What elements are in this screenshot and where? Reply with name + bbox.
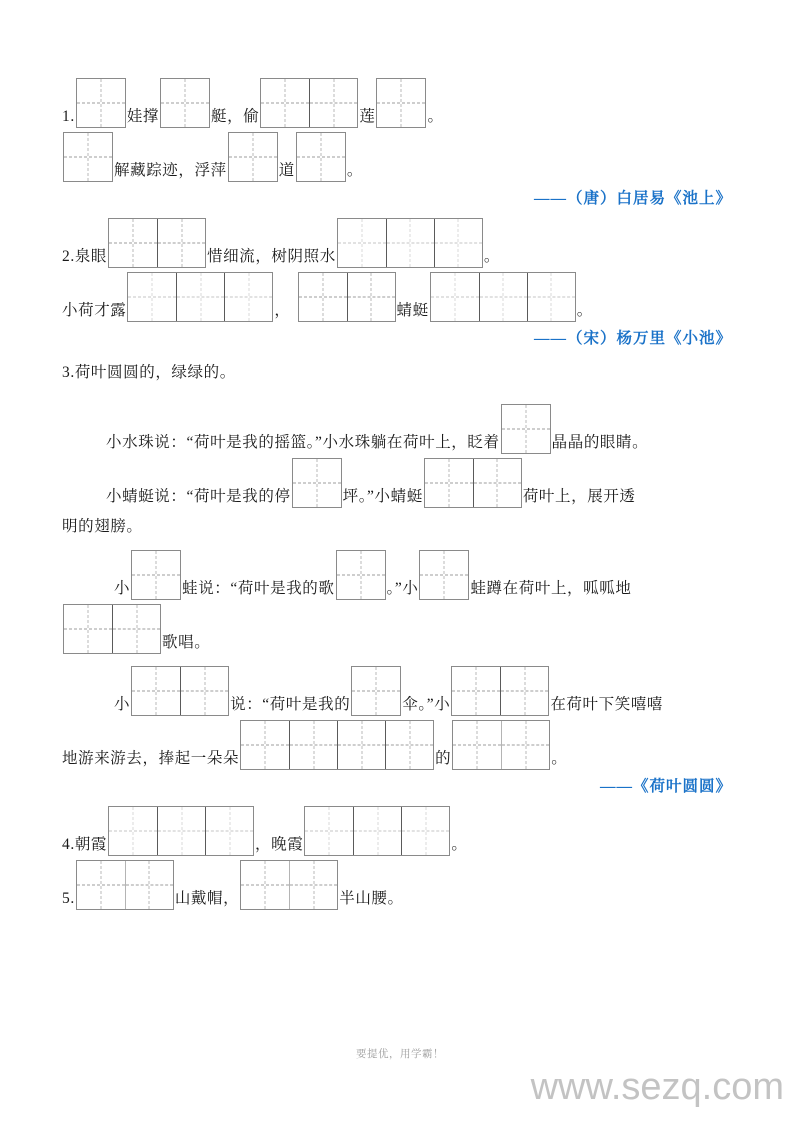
answer-box-group[interactable] <box>76 860 174 910</box>
answer-box-group[interactable] <box>160 78 210 128</box>
answer-cell[interactable] <box>502 405 550 453</box>
answer-box-group[interactable] <box>63 132 113 182</box>
answer-box-group[interactable] <box>240 860 338 910</box>
answer-box-group[interactable] <box>430 272 576 322</box>
answer-cell[interactable] <box>377 79 425 127</box>
line-text: 蜻蜓 <box>396 302 429 319</box>
exercise-item-5 <box>62 860 738 910</box>
answer-cell[interactable] <box>452 667 500 715</box>
answer-box-group[interactable] <box>376 78 426 128</box>
exercise-line <box>62 720 738 770</box>
exercise-item-3 <box>62 358 738 796</box>
answer-cell[interactable] <box>479 273 527 321</box>
line-text: 小 <box>114 580 131 597</box>
answer-cell[interactable] <box>112 605 160 653</box>
answer-cell[interactable] <box>77 79 125 127</box>
answer-cell[interactable] <box>241 861 289 909</box>
line-text: 道 <box>278 162 295 179</box>
answer-cell[interactable] <box>431 273 479 321</box>
line-text: 在荷叶下笑嘻嘻 <box>550 696 664 713</box>
answer-cell[interactable] <box>352 667 400 715</box>
answer-cell[interactable] <box>338 219 386 267</box>
answer-box-group[interactable] <box>298 272 396 322</box>
exercise-line <box>62 860 738 910</box>
answer-box-group[interactable] <box>108 806 254 856</box>
answer-box-group[interactable] <box>76 78 126 128</box>
exercise-line <box>62 358 738 384</box>
line-text: 半山腰。 <box>339 890 404 907</box>
line-text: 5. <box>62 890 75 907</box>
answer-cell[interactable] <box>297 133 345 181</box>
exercise-line <box>62 132 738 182</box>
answer-cell[interactable] <box>527 273 575 321</box>
line-text: 蛙蹲在荷叶上，呱呱地 <box>470 580 632 597</box>
exercise-line <box>62 512 738 538</box>
answer-box-group[interactable] <box>296 132 346 182</box>
exercise-line <box>62 78 738 128</box>
line-text: 莲 <box>359 108 376 125</box>
line-text: 3.荷叶圆圆的，绿绿的。 <box>62 364 236 381</box>
spacer <box>62 388 738 404</box>
answer-box-group[interactable] <box>351 666 401 716</box>
source-attribution: ——《荷叶圆圆》 <box>599 778 732 795</box>
answer-cell[interactable] <box>337 721 385 769</box>
line-text: 4.朝霞 <box>62 836 108 853</box>
answer-cell[interactable] <box>289 721 337 769</box>
answer-box-group[interactable] <box>260 78 358 128</box>
answer-box-group[interactable] <box>108 218 206 268</box>
line-text: 艇，偷 <box>211 108 260 125</box>
exercise-line <box>62 666 738 716</box>
line-text: 说：“荷叶是我的 <box>230 696 351 713</box>
answer-cell[interactable] <box>500 667 548 715</box>
answer-box-group[interactable] <box>501 404 551 454</box>
footer-note: 要提优，用学霸！ <box>356 1048 444 1060</box>
answer-cell[interactable] <box>501 721 549 769</box>
answer-cell[interactable] <box>157 219 205 267</box>
answer-cell[interactable] <box>261 79 309 127</box>
line-text: 。 <box>483 248 500 265</box>
answer-cell[interactable] <box>157 807 205 855</box>
answer-box-group[interactable] <box>304 806 450 856</box>
exercise-line <box>62 550 738 600</box>
exercise-line <box>62 806 738 856</box>
answer-box-group[interactable] <box>452 720 550 770</box>
answer-cell[interactable] <box>385 721 433 769</box>
answer-cell[interactable] <box>132 667 180 715</box>
answer-cell[interactable] <box>125 861 173 909</box>
line-text: 娃撑 <box>126 108 160 125</box>
exercise-item-1 <box>62 78 738 208</box>
answer-box-group[interactable] <box>228 132 278 182</box>
answer-box-group[interactable] <box>131 666 229 716</box>
answer-cell[interactable] <box>176 273 224 321</box>
answer-box-group[interactable] <box>424 458 522 508</box>
answer-box-group[interactable] <box>336 550 386 600</box>
answer-box-group[interactable] <box>131 550 181 600</box>
line-text: 山戴帽， <box>174 890 240 907</box>
line-text: 小水珠说：“荷叶是我的摇篮。”小水珠躺在荷叶上，眨着 <box>106 434 500 451</box>
answer-cell[interactable] <box>109 807 157 855</box>
source-attribution: ——（宋）杨万里《小池》 <box>533 330 732 347</box>
answer-cell[interactable] <box>180 667 228 715</box>
line-text: 坪。”小蜻蜓 <box>342 488 423 505</box>
line-text: 小 <box>114 696 131 713</box>
exercise-line <box>62 604 738 654</box>
answer-cell[interactable] <box>109 219 157 267</box>
line-text: 荷叶上，展开透 <box>522 488 636 505</box>
source-attribution: ——（唐）白居易《池上》 <box>533 190 732 207</box>
answer-cell[interactable] <box>473 459 521 507</box>
line-text: 。 <box>451 836 468 853</box>
exercise-item-4 <box>62 806 738 856</box>
answer-cell[interactable] <box>299 273 347 321</box>
line-text: ，晚霞 <box>255 836 304 853</box>
answer-cell[interactable] <box>64 605 112 653</box>
answer-cell[interactable] <box>337 551 385 599</box>
line-text: 解藏踪迹，浮萍 <box>114 162 227 179</box>
line-text: 地游来游去，捧起一朵朵 <box>62 750 240 767</box>
line-text: 小蜻蜓说：“荷叶是我的停 <box>106 488 291 505</box>
answer-box-group[interactable] <box>451 666 549 716</box>
answer-cell[interactable] <box>309 79 357 127</box>
answer-cell[interactable] <box>453 721 501 769</box>
answer-box-group[interactable] <box>292 458 342 508</box>
answer-cell[interactable] <box>305 807 353 855</box>
answer-box-group[interactable] <box>337 218 483 268</box>
answer-box-group[interactable] <box>127 272 273 322</box>
answer-cell[interactable] <box>132 551 180 599</box>
line-text: 歌唱。 <box>162 634 211 651</box>
answer-cell[interactable] <box>77 861 125 909</box>
spacer <box>62 658 738 666</box>
answer-cell[interactable] <box>386 219 434 267</box>
line-text: 晶晶的眼睛。 <box>551 434 649 451</box>
line-text: 1. <box>62 108 75 125</box>
line-text: ， <box>274 302 291 319</box>
line-text: 明的翅膀。 <box>62 518 143 535</box>
exercise-line <box>62 218 738 268</box>
answer-box-group[interactable] <box>419 550 469 600</box>
answer-cell[interactable] <box>128 273 176 321</box>
answer-cell[interactable] <box>401 807 449 855</box>
answer-cell[interactable] <box>347 273 395 321</box>
answer-cell[interactable] <box>161 79 209 127</box>
line-text: 。 <box>427 108 444 125</box>
line-text: 2.泉眼 <box>62 248 108 265</box>
answer-cell[interactable] <box>420 551 468 599</box>
line-text: 的 <box>435 750 452 767</box>
exercise-item-2 <box>62 218 738 348</box>
exercise-line <box>62 272 738 322</box>
line-text: 。”小 <box>386 580 419 597</box>
answer-cell[interactable] <box>434 219 482 267</box>
answer-cell[interactable] <box>289 861 337 909</box>
site-watermark: www.sezq.com <box>530 1066 784 1108</box>
line-text: 伞。”小 <box>402 696 451 713</box>
answer-cell[interactable] <box>353 807 401 855</box>
answer-box-group[interactable] <box>240 720 434 770</box>
line-text: 蛙说：“荷叶是我的歌 <box>182 580 335 597</box>
line-text: 。 <box>576 302 593 319</box>
answer-cell[interactable] <box>241 721 289 769</box>
exercise-line <box>62 404 738 454</box>
answer-cell[interactable] <box>425 459 473 507</box>
answer-cell[interactable] <box>229 133 277 181</box>
line-text: 小荷才露 <box>62 302 127 319</box>
worksheet-content <box>62 78 738 914</box>
line-text: 。 <box>551 750 568 767</box>
answer-box-group[interactable] <box>63 604 161 654</box>
line-text: 惜细流，树阴照水 <box>207 248 336 265</box>
answer-cell[interactable] <box>293 459 341 507</box>
answer-cell[interactable] <box>64 133 112 181</box>
line-text: 。 <box>346 162 363 179</box>
spacer <box>62 542 738 550</box>
answer-cell[interactable] <box>205 807 253 855</box>
exercise-line <box>62 458 738 508</box>
answer-cell[interactable] <box>224 273 272 321</box>
